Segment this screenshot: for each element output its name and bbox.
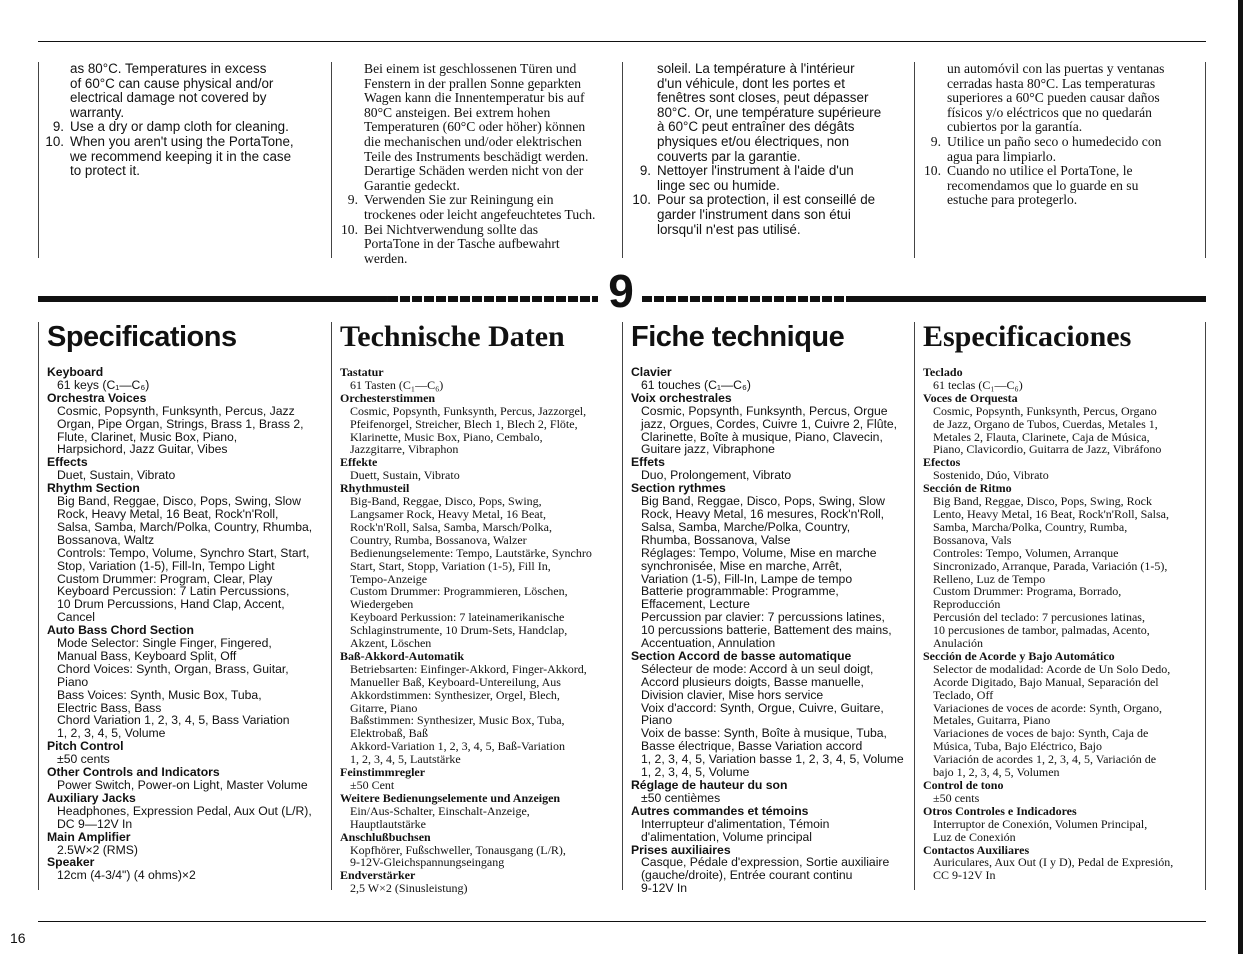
spec-value-line: Metales 2, Flauta, Clarinete, Caja de Música, bbox=[933, 429, 1150, 444]
spec-title: Fiche technique bbox=[631, 321, 845, 353]
spec-value-line: Hauptlautstärke bbox=[350, 816, 426, 831]
care-note-number: 9. bbox=[52, 119, 64, 135]
top-rule bbox=[38, 41, 1206, 42]
spec-value-line: 9-12V In bbox=[641, 881, 688, 896]
care-note-number: 9. bbox=[930, 133, 941, 149]
continued-text-line: electrical damage not covered by bbox=[70, 90, 267, 106]
care-note-number: 9. bbox=[639, 163, 651, 179]
spec-value-line: Bossanova, Vals bbox=[933, 532, 1012, 547]
care-note-line: trockenes oder leicht angefeuchtetes Tuch. bbox=[364, 206, 596, 222]
spec-value-line: Voix d'accord: Synth, Orgue, Cuivre, Guitare, bbox=[641, 700, 884, 715]
spec-heading: Rhythm Section bbox=[47, 481, 140, 496]
care-note-line: lorsqu'il n'est pas utilisé. bbox=[657, 221, 801, 237]
care-note-line: linge sec ou humide. bbox=[657, 177, 780, 193]
spec-value-line: Akkord-Variation 1, 2, 3, 4, 5, Baß-Variation bbox=[350, 739, 565, 754]
care-note-line: garder l'instrument dans son étui bbox=[657, 206, 851, 222]
spec-value-line: Big-Band, Reggae, Disco, Pops, Swing, bbox=[350, 494, 542, 509]
care-note-line: estuche para protegerlo. bbox=[947, 192, 1078, 208]
spec-value-line: Batterie programmable: Programme, bbox=[641, 584, 839, 599]
spec-value-line: Headphones, Expression Pedal, Aux Out (L/R), bbox=[57, 803, 312, 818]
spec-value-line: Betriebsarten: Einfinger-Akkord, Finger-Akkord, bbox=[350, 661, 587, 676]
care-note-item bbox=[627, 164, 913, 193]
spec-value-line: Division clavier, Mise hors service bbox=[641, 687, 824, 702]
spec-heading: Effects bbox=[47, 455, 88, 470]
spec-separator-2 bbox=[622, 322, 623, 890]
spec-value-line: Country, Rumba, Bossanova, Walzer bbox=[350, 532, 527, 547]
spec-value-line: jazz, Orgues, Cordes, Cuivre 1, Cuivre 2, Flûte, bbox=[641, 416, 898, 431]
spec-value-line: Duett, Sustain, Vibrato bbox=[350, 468, 460, 483]
continued-text-line: d'un véhicule, dont les portes et bbox=[657, 75, 845, 91]
continued-text-line: Fenstern in der prallen Sonne geparkten bbox=[364, 75, 582, 91]
spec-value-line: Duet, Sustain, Vibrato bbox=[57, 468, 176, 483]
care-note-number: 10. bbox=[632, 192, 651, 208]
spec-value-line: Cosmic, Popsynth, Funksynth, Percus, Jazz bbox=[57, 403, 295, 418]
spec-value-line: Controls: Tempo, Volume, Synchro Start, Start, bbox=[57, 545, 310, 560]
spec-value-line: Controles: Tempo, Volumen, Arranque bbox=[933, 545, 1119, 560]
care-note-item bbox=[917, 135, 1203, 164]
care-note-line: recomendamos que lo guarde en su bbox=[947, 177, 1139, 193]
continued-text-line: Wagen kann die Innentemperatur bis auf bbox=[364, 90, 585, 106]
spec-heading: Weitere Bedienungselemente und Anzeigen bbox=[340, 790, 561, 805]
continued-text-line: physiques et/ou électriques, non bbox=[657, 133, 850, 149]
spec-value-line: Big Band, Reggae, Disco, Pops, Swing, Slow bbox=[57, 494, 301, 509]
continued-text-line: Teile des Instruments beschädigt werden. bbox=[364, 148, 589, 164]
spec-heading: Orchesterstimmen bbox=[340, 390, 436, 405]
spec-value-line: Rhumba, Bossanova, Valse bbox=[641, 532, 791, 547]
spec-heading: Section Accord de basse automatique bbox=[631, 648, 852, 663]
spec-value-line: 2,5 W×2 (Sinusleistung) bbox=[350, 881, 468, 896]
spec-heading: Section rythmes bbox=[631, 481, 726, 496]
spec-value-line: Harpsichord, Jazz Guitar, Vibes bbox=[57, 442, 228, 457]
spec-value-line: Piano bbox=[57, 674, 89, 689]
spec-value-line: Percusión del teclado: 7 percusiones latinas, bbox=[933, 610, 1145, 625]
spec-value-line: Teclado, Off bbox=[933, 687, 994, 702]
care-note-line: Verwenden Sie zur Reiningung ein bbox=[364, 192, 554, 208]
care-note-item bbox=[40, 120, 328, 135]
spec-value-line: Relleno, Luz de Tempo bbox=[933, 571, 1046, 586]
care-note-line: agua para limpiarlo. bbox=[947, 148, 1057, 164]
care-note-number: 10. bbox=[924, 163, 941, 179]
care-note-line: PortaTone in der Tasche aufbewahrt bbox=[364, 236, 560, 252]
care-note-line: Bei Nichtverwendung sollte das bbox=[364, 221, 539, 237]
spec-value-line: Piano bbox=[641, 713, 673, 728]
care-notes-english bbox=[40, 62, 328, 179]
spec-value-line: Réglages: Tempo, Volume, Mise en marche bbox=[641, 545, 877, 560]
spec-value-line: Manueller Baß, Keyboard-Untereilung, Aus bbox=[350, 674, 561, 689]
continued-text-line: couverts par la garantie. bbox=[657, 148, 801, 164]
care-note-line: When you aren't using the PortaTone, bbox=[70, 133, 294, 149]
spec-value-line: Chord Voices: Synth, Organ, Brass, Guitar, bbox=[57, 661, 289, 676]
spec-heading: Sección de Acorde y Bajo Automático bbox=[923, 648, 1115, 663]
spec-heading: Control de tono bbox=[923, 778, 1004, 792]
spec-heading: Feinstimmregler bbox=[340, 765, 426, 780]
spec-value-line: Interrupteur d'alimentation, Témoin bbox=[641, 816, 830, 831]
continued-text-line: Temperaturen (60°C oder höher) können bbox=[364, 119, 586, 135]
care-note-item bbox=[334, 223, 619, 267]
spec-value-line: Kopfhörer, Fußschweller, Tonausgang (L/R), bbox=[350, 842, 566, 857]
care-note-item bbox=[40, 135, 328, 179]
spec-value-line: 61 Tasten (C₁—C₆) bbox=[350, 377, 444, 392]
continued-text-line: warranty. bbox=[70, 104, 125, 120]
spec-value-line: Start, Start, Stopp, Variation (1-5), Fill In, bbox=[350, 558, 551, 573]
spec-value-line: Power Switch, Power-on Light, Master Volume bbox=[57, 778, 308, 792]
spec-value-line: Interruptor de Conexión, Volumen Principal, bbox=[933, 816, 1148, 831]
spec-value-line: synchronisée, Mise en marche, Arrêt, bbox=[641, 558, 843, 573]
spec-value-line: Keyboard Percussion: 7 Latin Percussions, bbox=[57, 584, 290, 599]
spec-value-line: Custom Drummer: Programmieren, Löschen, bbox=[350, 584, 568, 599]
spec-separator-left bbox=[38, 322, 39, 890]
spec-value-line: Sostenido, Dúo, Vibrato bbox=[933, 468, 1049, 483]
spec-heading: Clavier bbox=[631, 365, 672, 379]
spec-value-line: Langsamer Rock, Heavy Metal, 16 Beat, bbox=[350, 506, 546, 521]
spec-value-line: Basse électrique, Basse Variation accord bbox=[641, 739, 863, 754]
spec-value-line: 1, 2, 3, 4, 5, Volume bbox=[57, 726, 166, 741]
spec-heading: Prises auxiliaires bbox=[631, 842, 731, 857]
spec-value-line: 61 touches (C₁—C₆) bbox=[641, 377, 751, 392]
continued-text-line: Bei einem ist geschlossenen Türen und bbox=[364, 61, 577, 76]
spec-value-line: Stop, Variation (1-5), Fill-In, Tempo Light bbox=[57, 558, 275, 573]
care-note-line: Pour sa protection, il est conseillé de bbox=[657, 192, 876, 208]
spec-value-line: 10 Drum Percussions, Hand Clap, Accent, bbox=[57, 597, 285, 612]
spec-value-line: Manual Bass, Keyboard Split, Off bbox=[57, 648, 237, 663]
care-note-line: Use a dry or damp cloth for cleaning. bbox=[70, 119, 289, 135]
spec-heading: Other Controls and Indicators bbox=[47, 765, 220, 780]
spec-value-line: Tempo-Anzeige bbox=[350, 571, 428, 586]
specifications-spanish bbox=[923, 320, 1203, 882]
spec-heading: Rhythmusteil bbox=[340, 481, 410, 496]
spec-value-line: Sincronizado, Arranque, Parada, Variación (1-5), bbox=[933, 558, 1168, 573]
top-separator-3 bbox=[914, 62, 915, 258]
spec-value-line: Rock, Heavy Metal, 16 Beat, Rock'n'Roll, bbox=[57, 506, 279, 521]
spec-heading: Endverstärker bbox=[340, 868, 416, 883]
spec-value-line: Pfeifenorgel, Streicher, Blech 1, Blech 2, Flöte, bbox=[350, 416, 578, 431]
continued-text-line: un automóvil con las puertas y ventanas bbox=[947, 61, 1165, 76]
spec-value-line: DC 9—12V In bbox=[57, 816, 133, 831]
top-separator-2 bbox=[622, 62, 623, 258]
spec-value-line: Cosmic, Popsynth, Funksynth, Percus, Orgue bbox=[641, 403, 888, 418]
spec-value-line: Anulación bbox=[933, 636, 983, 651]
spec-value-line: Accord plusieurs doigts, Basse manuelle, bbox=[641, 674, 864, 689]
spec-heading: Voix orchestrales bbox=[631, 390, 732, 405]
spec-value-line: ±50 cents bbox=[57, 752, 110, 767]
spec-value-line: Auriculares, Aux Out (I y D), Pedal de Expresión, bbox=[933, 855, 1174, 870]
spec-heading: Effekte bbox=[340, 455, 378, 470]
specifications-french bbox=[631, 320, 913, 895]
care-note-line: Nettoyer l'instrument à l'aide d'un bbox=[657, 163, 854, 179]
spec-value-line: Cosmic, Popsynth, Funksynth, Percus, Organo bbox=[933, 403, 1157, 418]
spec-value-line: Schlaginstrumente, 10 Drum-Sets, Handclap, bbox=[350, 623, 568, 638]
spec-heading: Réglage de hauteur du son bbox=[631, 778, 788, 792]
spec-value-line: Metales, Guitarra, Piano bbox=[933, 713, 1051, 728]
spec-heading: Pitch Control bbox=[47, 739, 124, 754]
spec-value-line: Variaciones de voces de acorde: Synth, Organo, bbox=[933, 700, 1163, 715]
spec-value-line: Cancel bbox=[57, 610, 95, 625]
spec-value-line: Samba, Marcha/Polka, Country, Rumba, bbox=[933, 519, 1128, 534]
bottom-rule bbox=[38, 921, 1206, 922]
continued-text-line: soleil. La température à l'intérieur bbox=[657, 61, 855, 76]
spec-value-line: Selector de modalidad: Acorde de Un Solo Dedo, bbox=[933, 661, 1171, 676]
top-separator-1 bbox=[331, 62, 332, 258]
spec-value-line: Acorde Digitado, Bajo Manual, Separación del bbox=[933, 674, 1159, 689]
spec-value-line: bajo 1, 2, 3, 4, 5, Volumen bbox=[933, 765, 1060, 780]
care-note-line: to protect it. bbox=[70, 163, 140, 179]
care-note-line: werden. bbox=[364, 250, 408, 266]
spec-value-line: Gitarre, Piano bbox=[350, 700, 418, 715]
continued-text-line: cubiertos por la garantía. bbox=[947, 119, 1083, 135]
continued-text-line: of 60°C can cause physical and/or bbox=[70, 75, 274, 91]
spec-value-line: Akzent, Löschen bbox=[350, 636, 432, 651]
section-rule-left-fade bbox=[388, 296, 598, 302]
care-note-number: 9. bbox=[347, 192, 358, 208]
continued-text-line: die mechanischen und/oder elektrischen bbox=[364, 133, 582, 149]
spec-heading: Sección de Ritmo bbox=[923, 481, 1012, 496]
top-separator-left bbox=[38, 62, 39, 258]
spec-value-line: 1, 2, 3, 4, 5, Volume bbox=[641, 765, 750, 780]
continued-text-line: as 80°C. Temperatures in excess bbox=[70, 61, 267, 76]
spec-value-line: Luz de Conexión bbox=[933, 829, 1016, 844]
spec-value-line: Clarinette, Boîte à musique, Piano, Clavecin, bbox=[641, 429, 883, 444]
continued-text-line: cerradas hasta 80°C. Las temperaturas bbox=[947, 75, 1156, 91]
spec-heading: Contactos Auxiliares bbox=[923, 842, 1030, 857]
spec-value-line: Effacement, Lecture bbox=[641, 597, 750, 612]
spec-value-line: Guitare jazz, Vibraphone bbox=[641, 442, 775, 457]
spec-value-line: Accentuation, Annulation bbox=[641, 636, 776, 651]
spec-value-line: Rock, Heavy Metal, 16 mesures, Rock'n'Roll, bbox=[641, 506, 885, 521]
spec-value-line: Chord Variation 1, 2, 3, 4, 5, Bass Variation bbox=[57, 713, 290, 728]
spec-heading: Baß-Akkord-Automatik bbox=[340, 648, 465, 663]
care-note-number: 10. bbox=[341, 221, 358, 237]
spec-value-line: 2.5W×2 (RMS) bbox=[57, 842, 138, 857]
spec-value-line: Electric Bass, Bass bbox=[57, 700, 162, 715]
spec-title: Especificaciones bbox=[923, 320, 1132, 353]
spec-value-line: Keyboard Perkussion: 7 lateinamerikanische bbox=[350, 610, 565, 625]
spec-value-line: de Jazz, Organo de Tubos, Cuerdas, Metales 1, bbox=[933, 416, 1158, 431]
spec-heading: Anschlußbuchsen bbox=[340, 829, 431, 844]
spec-value-line: Variación de acordes 1, 2, 3, 4, 5, Variación de bbox=[933, 752, 1157, 767]
spec-value-line: Salsa, Samba, Marche/Polka, Country, bbox=[641, 519, 851, 534]
section-rule-right-fade bbox=[640, 296, 850, 302]
spec-heading: Main Amplifier bbox=[47, 829, 131, 844]
spec-value-line: Akkordstimmen: Synthesizer, Orgel, Blech, bbox=[350, 687, 560, 702]
spec-value-line: Baßstimmen: Synthesizer, Music Box, Tuba, bbox=[350, 713, 565, 728]
spec-value-line: Custom Drummer: Program, Clear, Play bbox=[57, 571, 273, 586]
spec-heading: Keyboard bbox=[47, 365, 104, 379]
spec-value-line: 12cm (4-3/4") (4 ohms)×2 bbox=[57, 868, 196, 883]
spec-separator-1 bbox=[331, 322, 332, 890]
spec-value-line: 1, 2, 3, 4, 5, Variation basse 1, 2, 3, 4, 5, Volume bbox=[641, 752, 904, 767]
care-note-line: we recommend keeping it in the case bbox=[70, 148, 292, 164]
spec-value-line: Salsa, Samba, March/Polka, Country, Rhumba, bbox=[57, 519, 313, 534]
spec-value-line: 61 teclas (C₁—C₆) bbox=[933, 377, 1023, 392]
spec-heading: Efectos bbox=[923, 455, 961, 470]
spec-value-line: 10 percussions batterie, Battement des mains, bbox=[641, 623, 892, 638]
spec-heading: Auto Bass Chord Section bbox=[47, 623, 194, 638]
spec-heading: Orchestra Voices bbox=[47, 390, 147, 405]
care-note-item bbox=[627, 193, 913, 237]
spec-heading: Voces de Orquesta bbox=[923, 390, 1018, 405]
spec-value-line: (gauche/droite), Entrée courant continu bbox=[641, 868, 853, 883]
continued-text-line: superiores a 60°C pueden causar daños bbox=[947, 90, 1160, 106]
spec-heading: Otros Controles e Indicadores bbox=[923, 803, 1077, 818]
spec-heading: Tastatur bbox=[340, 365, 384, 379]
spec-value-line: Rock'n'Roll, Salsa, Samba, Marsch/Polka, bbox=[350, 519, 552, 534]
continued-text-line: 80°C. Or, une température supérieure bbox=[657, 104, 882, 120]
care-notes-spanish bbox=[917, 62, 1203, 208]
continued-text-line: 80°C ansteigen. Bei extrem hohen bbox=[364, 104, 551, 120]
spec-heading: Speaker bbox=[47, 855, 95, 870]
spec-value-line: Mode Selector: Single Finger, Fingered, bbox=[57, 636, 272, 651]
top-separator-right bbox=[1205, 62, 1206, 258]
spec-heading: Effets bbox=[631, 455, 665, 470]
spec-value-line: Sélecteur de mode: Accord à un seul doigt, bbox=[641, 661, 874, 676]
spec-value-line: Jazzgitarre, Vibraphon bbox=[350, 442, 459, 457]
care-note-item bbox=[334, 193, 619, 222]
care-note-item bbox=[917, 164, 1203, 208]
spec-value-line: Variaciones de voces de bajo: Synth, Caja de bbox=[933, 726, 1149, 741]
spec-value-line: ±50 centièmes bbox=[641, 790, 721, 805]
spec-value-line: Casque, Pédale d'expression, Sortie auxiliaire bbox=[641, 855, 890, 870]
spec-value-line: Voix de basse: Synth, Boîte à musique, Tuba, bbox=[641, 726, 887, 741]
continued-text-line: Derartige Schäden werden nicht von der bbox=[364, 163, 584, 179]
spec-value-line: Lento, Heavy Metal, 16 Beat, Rock'n'Roll, Salsa, bbox=[933, 506, 1169, 521]
spec-value-line: Organ, Pipe Organ, Strings, Brass 1, Brass 2, bbox=[57, 416, 304, 431]
specifications-english bbox=[47, 320, 329, 882]
spec-value-line: 1, 2, 3, 4, 5, Lautstärke bbox=[350, 752, 461, 767]
spec-title: Specifications bbox=[47, 321, 237, 353]
spec-value-line: Custom Drummer: Programa, Borrado, bbox=[933, 584, 1122, 599]
spec-value-line: ±50 Cent bbox=[350, 778, 395, 792]
care-note-line: Cuando no utilice el PortaTone, le bbox=[947, 163, 1133, 179]
spec-value-line: Bedienungselemente: Tempo, Lautstärke, Synchro bbox=[350, 545, 592, 560]
spec-value-line: d'alimentation, Volume principal bbox=[641, 829, 813, 844]
spec-value-line: Big Band, Reggae, Disco, Pops, Swing, Slow bbox=[641, 494, 885, 509]
continued-text-line: Garantie gedeckt. bbox=[364, 177, 460, 193]
spec-value-line: Duo, Prolongement, Vibrato bbox=[641, 468, 792, 483]
continued-text-line: fenêtres sont closes, peut dépasser bbox=[657, 90, 869, 106]
spec-value-line: 9-12V-Gleichspannungseingang bbox=[350, 855, 505, 870]
spec-separator-3 bbox=[914, 322, 915, 890]
spec-value-line: Piano, Clavicordio, Guitarra de Jazz, Vibráfono bbox=[933, 442, 1162, 457]
continued-text-line: físicos y/o eléctricos que no quedarán bbox=[947, 104, 1152, 120]
continued-text-line: à 60°C peut entraîner des dégâts bbox=[657, 119, 855, 135]
spec-value-line: Reproducción bbox=[933, 597, 1001, 612]
spec-value-line: 61 keys (C₁—C₆) bbox=[57, 377, 150, 392]
spec-value-line: 10 percusiones de tambor, palmadas, Acento, bbox=[933, 623, 1150, 638]
spec-value-line: Ein/Aus-Schalter, Einschalt-Anzeige, bbox=[350, 803, 530, 818]
spec-value-line: Wiedergeben bbox=[350, 597, 414, 612]
spec-value-line: Elektrobaß, Baß bbox=[350, 726, 428, 741]
spec-title: Technische Daten bbox=[340, 320, 565, 353]
spec-heading: Teclado bbox=[923, 365, 963, 379]
care-notes-german bbox=[334, 62, 619, 266]
binding-edge bbox=[1238, 0, 1243, 954]
spec-value-line: Percussion par clavier: 7 percussions latines, bbox=[641, 610, 885, 625]
spec-value-line: Bass Voices: Synth, Music Box, Tuba, bbox=[57, 687, 262, 702]
care-notes-french bbox=[627, 62, 913, 237]
spec-value-line: Klarinette, Music Box, Piano, Cembalo, bbox=[350, 429, 543, 444]
spec-value-line: Big Band, Reggae, Disco, Pops, Swing, Rock bbox=[933, 494, 1152, 509]
spec-value-line: Bossanova, Waltz bbox=[57, 532, 155, 547]
spec-value-line: Música, Tuba, Bajo Eléctrico, Bajo bbox=[933, 739, 1102, 754]
spec-value-line: Flute, Clarinet, Music Box, Piano, bbox=[57, 429, 238, 444]
spec-value-line: CC 9-12V In bbox=[933, 868, 996, 883]
spec-heading: Auxiliary Jacks bbox=[47, 790, 136, 805]
section-marker: 9 bbox=[608, 265, 634, 317]
spec-heading: Autres commandes et témoins bbox=[631, 803, 809, 818]
page-number: 16 bbox=[10, 930, 26, 946]
spec-value-line: Cosmic, Popsynth, Funksynth, Percus, Jazzorgel, bbox=[350, 403, 587, 418]
spec-value-line: Variation (1-5), Fill-In, Lampe de tempo bbox=[641, 571, 853, 586]
spec-value-line: ±50 cents bbox=[933, 790, 980, 805]
care-note-line: Utilice un paño seco o humedecido con bbox=[947, 133, 1162, 149]
specifications-german bbox=[340, 320, 620, 895]
care-note-number: 10. bbox=[45, 133, 64, 149]
spec-separator-right bbox=[1205, 322, 1206, 890]
